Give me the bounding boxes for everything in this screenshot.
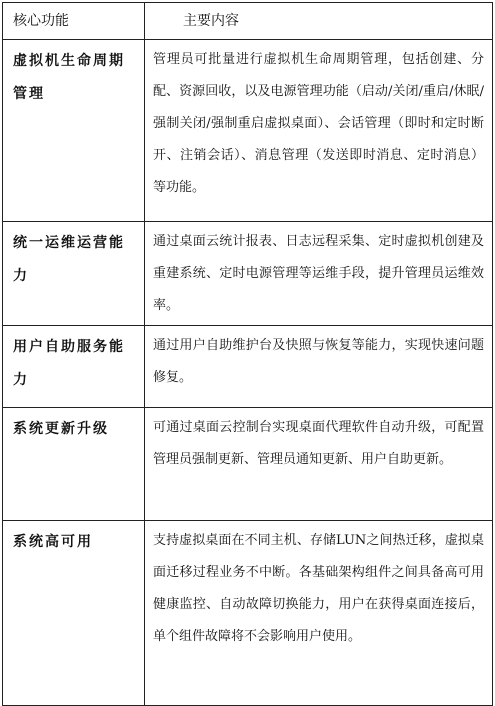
function-description: 通过桌面云统计报表、日志远程采集、定时虚拟机创建及重建系统、定时电源管理等运维手段，提升管理员运维效率。	[145, 222, 493, 326]
table-row	[3, 326, 493, 408]
function-name: 虚拟机生命周期管理	[3, 40, 145, 222]
header-main-content: 主要内容	[145, 3, 493, 40]
table-row	[3, 521, 493, 706]
function-description: 通过用户自助维护台及快照与恢复等能力，实现快速问题修复。	[145, 326, 493, 408]
function-name: 系统高可用	[3, 521, 145, 706]
function-description: 可通过桌面云控制台实现桌面代理软件自动升级，可配置管理员强制更新、管理员通知更新、用户自助更新。	[145, 408, 493, 521]
function-name: 用户自助服务能力	[3, 326, 145, 408]
function-name: 统一运维运营能力	[3, 222, 145, 326]
table-row	[3, 40, 493, 222]
core-function-table	[2, 2, 493, 706]
function-description: 支持虚拟桌面在不同主机、存储LUN之间热迁移，虚拟桌面迁移过程业务不中断。各基础架构组件之间具备高可用健康监控、自动故障切换能力，用户在获得桌面连接后，单个组件故障将不会影响用户使用。	[145, 521, 493, 706]
table-header-row	[3, 3, 493, 40]
table-row	[3, 222, 493, 326]
header-core-function: 核心功能	[3, 3, 145, 40]
function-description: 管理员可批量进行虚拟机生命周期管理，包括创建、分配、资源回收，以及电源管理功能（启动/关闭/重启/休眠/强制关闭/强制重启虚拟桌面）、会话管理（即时和定时断开、注销会话）、消息管理（发送即时消息、定时消息）等功能。	[145, 40, 493, 222]
function-name: 系统更新升级	[3, 408, 145, 521]
table-row	[3, 408, 493, 521]
